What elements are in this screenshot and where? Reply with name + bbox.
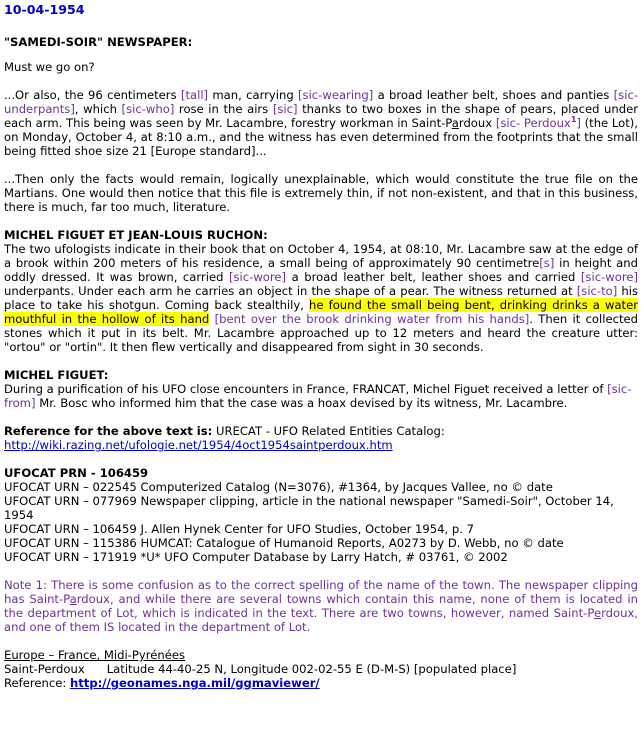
geo-place-line [4,662,638,676]
sic-note: [sic-from] [4,382,632,410]
text-span: underpants. Under each arm he carries an object in the shape of a pear. The witness returned at [4,284,577,298]
note-text: Note 1: There is some confusion as to the correct spelling of the name of the town. The newspaper clipping has Saint-P [4,578,638,606]
reference-section [4,424,638,452]
text-span: During a purification of his UFO close encounters in France, FRANCAT, Michel Figuet received a letter of [4,382,608,396]
quote-paragraph-1 [4,88,638,158]
geo-reference-label: Reference: [4,676,70,690]
sic-note: [sic-to] [576,284,618,298]
reference-label: Reference for the above text is: [4,424,213,438]
section-heading: MICHEL FIGUET ET JEAN-LOUIS RUCHON: [4,228,268,242]
text-span: (the Lot), on Monday, October 4, at 8:10 a.m., and the witness has even determined from the footprints that the small being fitted shoe size 21 [Europe standard]... [4,116,638,158]
note-text: rdoux, and one of them IS located in the department of Lot. [4,606,638,634]
reference-line [4,424,638,438]
figuet-section [4,368,638,410]
text-span: his place to take his shotgun. Coming back stealthily, [4,284,639,312]
sic-note: [s] [539,256,555,270]
ufocat-urn-line: UFOCAT URN – 022545 Computerized Catalog (N=3076), #1364, by Jacques Vallee, no © date [4,480,553,494]
section-body [4,242,638,354]
sic-note: [sic-wearing] [298,88,374,102]
geo-place: Saint-Perdoux [4,662,85,676]
ufocat-urn-line: UFOCAT URN – 115386 HUMCAT: Catalogue of Humanoid Reports, A0273 by D. Webb, no © date [4,536,564,550]
geo-region: Europe – France, Midi-Pyrénées [4,648,185,662]
ufocat-urn-line: UFOCAT URN – 171919 *U* UFO Computer Database by Larry Hatch, # 03761, © 2002 [4,550,508,564]
text-span: in height and oddly dressed. It was brown, carried [4,256,638,284]
footnote-marker: 1 [570,115,577,125]
underlined-letter: a [69,592,77,606]
geo-coords: Latitude 44-40-25 N, Longitude 002-02-55 E (D-M-S) [populated place] [106,662,517,676]
sic-text: ] [576,116,581,130]
underlined-letter: e [593,606,602,620]
sic-note: [bent over the brook drinking water from his hands] [214,312,530,326]
intro-line: Must we go on? [4,60,95,74]
geo-section [4,648,638,690]
text-span: ...Or also, the 96 centimeters [4,88,181,102]
reference-text: URECAT - UFO Related Entities Catalog: [212,424,445,438]
text-span: Mr. Bosc who informed him that the case was a hoax devised by its witness, Mr. Lacambre. [35,396,568,410]
text-span: a broad leather belt, leather shoes and carried [286,270,581,284]
ufocat-section [4,466,638,564]
sic-note: [sic-who] [121,102,175,116]
geo-reference-line [4,676,638,690]
text-span: a broad leather belt, shoes and panties [373,88,614,102]
note-text: rdoux, and while there are several towns which contain this name, none of them is located in the department of Lot, which is indicated in the text. There are two towns, however, named Saint-P [4,592,638,620]
text-span: thanks to two boxes in the shape of pears, placed under each arm. This being was seen by Mr. Lacambre, forestry workman in Saint-P [4,102,638,130]
section-body [4,382,638,410]
geonames-link[interactable]: http://geonames.nga.mil/ggmaviewer/ [69,676,320,690]
sic-note [496,116,581,130]
text-span: man, carrying [208,88,298,102]
underlined-letter: a [451,116,459,130]
quote-paragraph-2: ...Then only the facts would remain, logically unexplainable, which would constitute the true file on the Martians. One would then notice that this file is extremely thin, if not non-existent, and that in this business, there is much, far too much, literature. [4,172,638,214]
section-heading: MICHEL FIGUET: [4,368,109,382]
spelling-note [4,578,638,634]
sic-note: [tall] [180,88,209,102]
highlighted-text: he found the small being bent, drinking drinks a water mouthful in the hollow of its hand [4,298,639,326]
case-date: 10-04-1954 [4,2,85,17]
text-span: rose in the airs [174,102,273,116]
sic-note: [sic-underpants] [4,88,638,116]
text-span: rdoux [458,116,496,130]
sic-text: [sic- Perdoux [495,116,571,130]
ufocat-urn-line: UFOCAT URN – 077969 Newspaper clipping, article in the national newspaper "Samedi-Soir", October 14, 1954 [4,494,614,522]
reference-link[interactable]: http://wiki.razing.net/ufologie.net/1954/4oct1954saintperdoux.htm [4,438,393,452]
figuet-ruchon-section [4,228,638,354]
text-span: . Then it collected stones which it put in its belt. Mr. Lacambre approached up to 12 meters and heard the creature utter: "ortou" or "ortin". It then flew vertically and disappeared from sight in 30 seconds. [4,312,639,354]
ufocat-urn-line: UFOCAT URN – 106459 J. Allen Hynek Center for UFO Studies, October 1954, p. 7 [4,522,475,536]
section-title: "SAMEDI-SOIR" NEWSPAPER: [4,35,193,49]
sic-note: [sic-wore] [580,270,638,284]
sic-note: [sic] [272,102,298,116]
text-span: , which [74,102,122,116]
ufocat-heading: UFOCAT PRN - 106459 [4,466,149,480]
sic-note: [sic-wore] [228,270,287,284]
text-span: The two ufologists indicate in their book that on October 4, 1954, at 08:10, Mr. Lacambre saw at the edge of a brook within 200 meters of his residence, a small being of approximately 90 centimetre [4,242,638,270]
